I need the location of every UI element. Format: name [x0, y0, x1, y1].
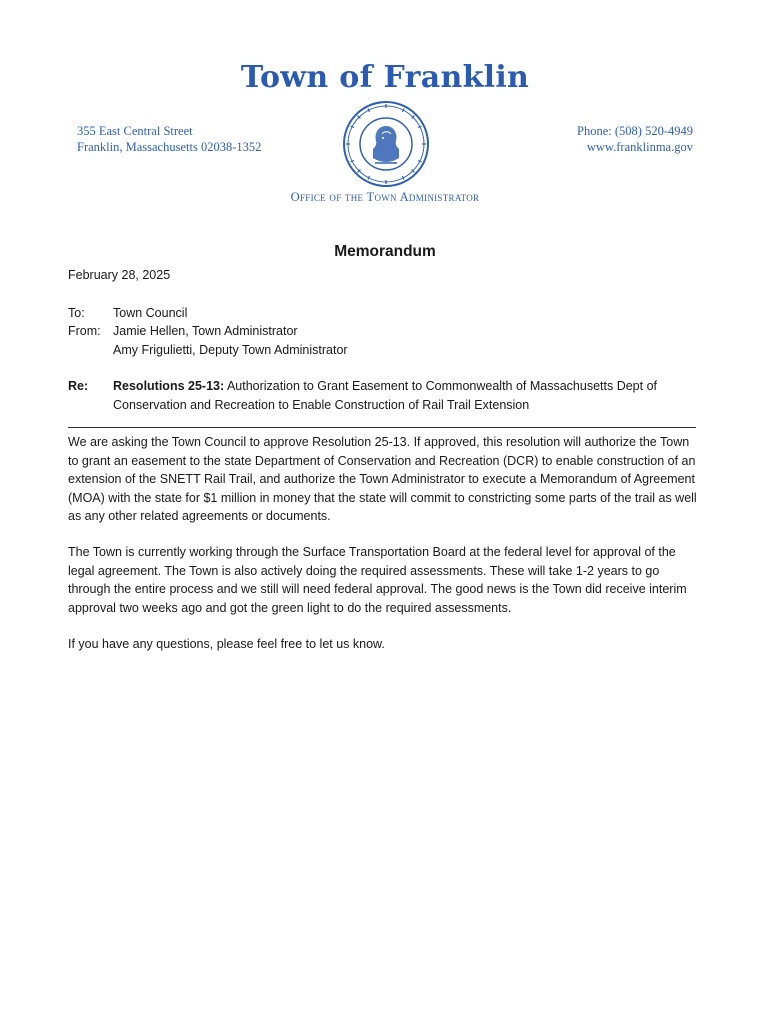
to-value: Town Council — [113, 306, 188, 320]
address-city: Franklin, Massachusetts 02038-1352 — [77, 139, 262, 154]
contact-block — [577, 124, 693, 155]
closing-paragraph: If you have any questions, please feel free to let us know. — [68, 637, 385, 651]
phone-number: Phone: (508) 520-4949 — [577, 124, 693, 138]
office-name: Office of the Town Administrator — [290, 190, 480, 204]
from-value-secondary: Amy Frigulietti, Deputy Town Administrator — [113, 343, 348, 357]
body-paragraph: The Town is currently working through the Surface Transportation Board at the federal level for approval of the legal agreement. The Town is also actively doing the required assessments. These will take 1-2 years to go through the entire process and we still will need federal approval. The good news is the Town did receive interim approval two weeks ago and got the green light to do the required assessments. — [68, 545, 687, 615]
memo-title: Memorandum — [334, 243, 436, 260]
resolution-number: Resolutions 25-13: — [113, 379, 225, 393]
subject-text — [113, 377, 713, 414]
to-label: To: — [68, 306, 85, 320]
memo-date: February 28, 2025 — [68, 268, 171, 282]
address-street: 355 East Central Street — [77, 124, 193, 138]
from-value-primary: Jamie Hellen, Town Administrator — [113, 324, 298, 338]
town-seal-icon — [342, 100, 430, 188]
town-name-heading: Town of Franklin — [240, 60, 530, 95]
re-label: Re: — [68, 379, 89, 393]
from-label: From: — [68, 324, 101, 338]
address-block — [77, 124, 261, 155]
subject-description: Authorization to Grant Easement to Commonwealth of Massachusetts Dept of Conservation and Recreation to Enable Construction of Rail Trail Extension — [113, 379, 658, 412]
website-link[interactable]: www.franklinma.gov — [586, 139, 693, 154]
body-paragraph: We are asking the Town Council to approve Resolution 25-13. If approved, this resolution will authorize the Town to grant an easement to the state Department of Conservation and Recreation (DCR) to enable construction of an extension of the SNETT Rail Trail, and authorize the Town Administrator to execute a Memorandum of Agreement (MOA) with the state for $1 million in money that the state will commit to constricting some parts of the trail as well as any other related agreements or documents. — [68, 435, 697, 524]
header-divider — [68, 427, 696, 428]
